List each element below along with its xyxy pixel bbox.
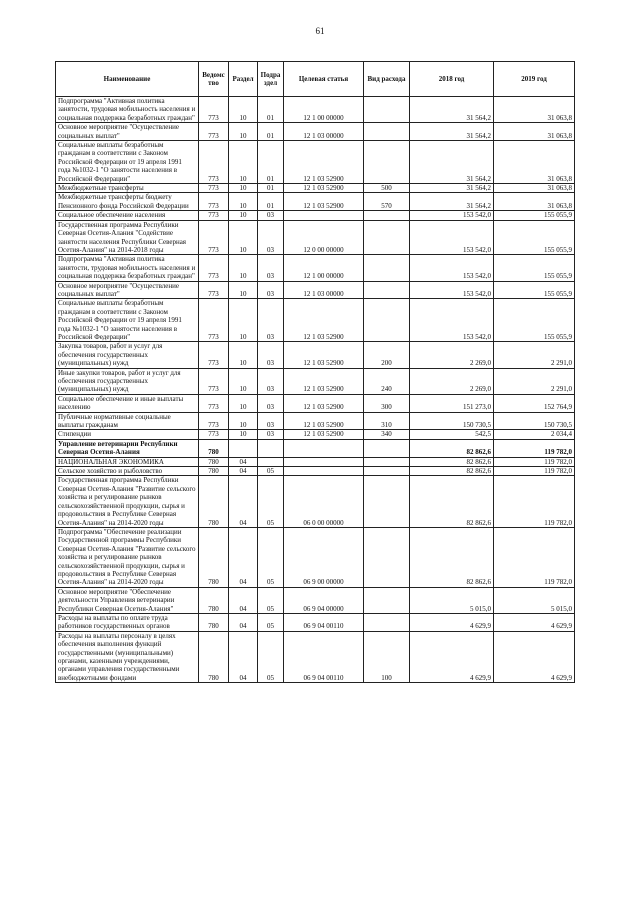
budget-table bbox=[55, 61, 575, 683]
cell-vedomstvo: 773 bbox=[199, 281, 229, 299]
cell-expense-type: 200 bbox=[364, 342, 410, 368]
table-row bbox=[56, 439, 575, 457]
cell-vedomstvo: 780 bbox=[199, 613, 229, 631]
cell-name: Социальные выплаты безработным гражданам в соответствии с Законом Российской Федерации от 19 апреля 1991 года №1032-1 "О занятости населения в Российской Федерации" bbox=[56, 141, 199, 184]
cell-target-article: 12 0 00 00000 bbox=[284, 220, 364, 255]
cell-target-article bbox=[284, 467, 364, 476]
table-row bbox=[56, 527, 575, 587]
cell-podrazdel bbox=[258, 439, 284, 457]
cell-razdel: 04 bbox=[229, 476, 258, 527]
cell-name: Основное мероприятие "Осуществление социальных выплат" bbox=[56, 123, 199, 141]
cell-name: Основное мероприятие "Осуществление социальных выплат" bbox=[56, 281, 199, 299]
cell-vedomstvo: 780 bbox=[199, 527, 229, 587]
cell-podrazdel bbox=[258, 457, 284, 466]
cell-name: Закупка товаров, работ и услуг для обеспечения государственных (муниципальных) нужд bbox=[56, 342, 199, 368]
cell-2018: 82 862,6 bbox=[410, 527, 494, 587]
cell-expense-type bbox=[364, 457, 410, 466]
cell-2018: 31 564,2 bbox=[410, 141, 494, 184]
cell-razdel: 10 bbox=[229, 211, 258, 220]
cell-vedomstvo: 773 bbox=[199, 97, 229, 123]
cell-razdel: 10 bbox=[229, 255, 258, 281]
header-expense-type: Вид расхода bbox=[364, 62, 410, 97]
cell-2019: 31 063,8 bbox=[494, 123, 575, 141]
cell-vedomstvo: 780 bbox=[199, 476, 229, 527]
cell-podrazdel: 03 bbox=[258, 342, 284, 368]
cell-target-article: 12 1 00 00000 bbox=[284, 255, 364, 281]
cell-expense-type bbox=[364, 439, 410, 457]
cell-razdel: 10 bbox=[229, 193, 258, 211]
table-row bbox=[56, 368, 575, 394]
header-razdel: Раздел bbox=[229, 62, 258, 97]
cell-2018: 153 542,0 bbox=[410, 255, 494, 281]
cell-2019: 31 063,8 bbox=[494, 184, 575, 193]
table-row bbox=[56, 141, 575, 184]
cell-name: Подпрограмма "Активная политика занятости, трудовая мобильность населения и социальная поддержка безработных граждан" bbox=[56, 255, 199, 281]
cell-2019: 119 782,0 bbox=[494, 476, 575, 527]
cell-podrazdel: 03 bbox=[258, 412, 284, 430]
cell-podrazdel: 01 bbox=[258, 97, 284, 123]
cell-vedomstvo: 773 bbox=[199, 299, 229, 342]
cell-razdel: 04 bbox=[229, 631, 258, 682]
cell-podrazdel: 05 bbox=[258, 467, 284, 476]
cell-target-article bbox=[284, 211, 364, 220]
cell-razdel: 10 bbox=[229, 184, 258, 193]
cell-expense-type bbox=[364, 255, 410, 281]
cell-2018: 82 862,6 bbox=[410, 476, 494, 527]
table-row bbox=[56, 184, 575, 193]
table-row bbox=[56, 457, 575, 466]
cell-target-article: 12 1 03 00000 bbox=[284, 123, 364, 141]
cell-2018: 542,5 bbox=[410, 430, 494, 439]
cell-vedomstvo: 773 bbox=[199, 394, 229, 412]
cell-target-article: 06 9 04 00110 bbox=[284, 631, 364, 682]
cell-razdel: 04 bbox=[229, 467, 258, 476]
table-row bbox=[56, 342, 575, 368]
cell-target-article: 12 1 03 52900 bbox=[284, 193, 364, 211]
cell-2019: 119 782,0 bbox=[494, 467, 575, 476]
table-row bbox=[56, 123, 575, 141]
cell-2019: 4 629,9 bbox=[494, 613, 575, 631]
cell-target-article: 12 1 03 52900 bbox=[284, 368, 364, 394]
cell-2018: 4 629,9 bbox=[410, 631, 494, 682]
cell-vedomstvo: 773 bbox=[199, 123, 229, 141]
cell-target-article: 06 9 04 00110 bbox=[284, 613, 364, 631]
cell-podrazdel: 03 bbox=[258, 368, 284, 394]
cell-2019: 155 055,9 bbox=[494, 255, 575, 281]
cell-2018: 153 542,0 bbox=[410, 299, 494, 342]
header-podrazdel: Подра здел bbox=[258, 62, 284, 97]
cell-name: Подпрограмма "Обеспечение реализации Государственной программы Республики Северная Осетия-Алания "Развитие сельского хозяйства и регулирование рынков сельскохозяйственной продукции, сырья и продовольствия в Республике Северная Осетия-Алания" на 2014-2020 годы bbox=[56, 527, 199, 587]
table-row bbox=[56, 281, 575, 299]
cell-expense-type: 100 bbox=[364, 631, 410, 682]
table-row bbox=[56, 299, 575, 342]
cell-expense-type bbox=[364, 220, 410, 255]
cell-name: Стипендии bbox=[56, 430, 199, 439]
cell-expense-type bbox=[364, 211, 410, 220]
cell-name: Социальное обеспечение населения bbox=[56, 211, 199, 220]
cell-expense-type: 500 bbox=[364, 184, 410, 193]
cell-podrazdel: 03 bbox=[258, 299, 284, 342]
table-row bbox=[56, 587, 575, 613]
cell-podrazdel: 03 bbox=[258, 394, 284, 412]
cell-2019: 152 764,9 bbox=[494, 394, 575, 412]
cell-2019: 2 034,4 bbox=[494, 430, 575, 439]
cell-vedomstvo: 780 bbox=[199, 587, 229, 613]
cell-vedomstvo: 780 bbox=[199, 467, 229, 476]
cell-target-article bbox=[284, 457, 364, 466]
table-row bbox=[56, 255, 575, 281]
cell-name: Подпрограмма "Активная политика занятости, трудовая мобильность населения и социальная поддержка безработных граждан" bbox=[56, 97, 199, 123]
cell-expense-type bbox=[364, 527, 410, 587]
cell-2018: 82 862,6 bbox=[410, 439, 494, 457]
cell-podrazdel: 03 bbox=[258, 281, 284, 299]
cell-name: Межбюджетные трансферты бюджету Пенсионного фонда Российской Федерации bbox=[56, 193, 199, 211]
cell-name: Публичные нормативные социальные выплаты гражданам bbox=[56, 412, 199, 430]
table-row bbox=[56, 430, 575, 439]
cell-name: Основное мероприятие "Обеспечение деятельности Управления ветеринарии Республики Северная Осетия-Алания" bbox=[56, 587, 199, 613]
header-year-2019: 2019 год bbox=[494, 62, 575, 97]
cell-2018: 150 730,5 bbox=[410, 412, 494, 430]
cell-podrazdel: 01 bbox=[258, 141, 284, 184]
cell-2019: 119 782,0 bbox=[494, 439, 575, 457]
cell-target-article: 06 9 00 00000 bbox=[284, 527, 364, 587]
cell-razdel: 04 bbox=[229, 527, 258, 587]
cell-podrazdel: 05 bbox=[258, 631, 284, 682]
cell-razdel: 10 bbox=[229, 342, 258, 368]
cell-razdel: 10 bbox=[229, 123, 258, 141]
cell-2018: 31 564,2 bbox=[410, 193, 494, 211]
cell-vedomstvo: 780 bbox=[199, 457, 229, 466]
cell-vedomstvo: 773 bbox=[199, 412, 229, 430]
cell-2018: 5 015,0 bbox=[410, 587, 494, 613]
cell-name: Расходы на выплаты персоналу в целях обеспечения выполнения функций государственными (муниципальными) органами, казенными учреждениями, органами управления государственными внебюджетными фондами bbox=[56, 631, 199, 682]
cell-2018: 153 542,0 bbox=[410, 220, 494, 255]
cell-razdel: 10 bbox=[229, 141, 258, 184]
cell-2019: 31 063,8 bbox=[494, 193, 575, 211]
cell-vedomstvo: 773 bbox=[199, 342, 229, 368]
cell-vedomstvo: 773 bbox=[199, 255, 229, 281]
cell-target-article bbox=[284, 439, 364, 457]
cell-podrazdel: 05 bbox=[258, 527, 284, 587]
table-row bbox=[56, 211, 575, 220]
cell-podrazdel: 05 bbox=[258, 613, 284, 631]
table-row bbox=[56, 97, 575, 123]
cell-2018: 4 629,9 bbox=[410, 613, 494, 631]
cell-2018: 31 564,2 bbox=[410, 97, 494, 123]
table-row bbox=[56, 613, 575, 631]
cell-podrazdel: 03 bbox=[258, 220, 284, 255]
cell-target-article: 06 0 00 00000 bbox=[284, 476, 364, 527]
cell-target-article: 12 1 03 52900 bbox=[284, 184, 364, 193]
table-header-row bbox=[56, 62, 575, 97]
cell-name: Сельское хозяйство и рыболовство bbox=[56, 467, 199, 476]
cell-2019: 2 291,0 bbox=[494, 342, 575, 368]
cell-expense-type bbox=[364, 299, 410, 342]
cell-2018: 31 564,2 bbox=[410, 123, 494, 141]
cell-razdel: 10 bbox=[229, 430, 258, 439]
header-vedomstvo: Ведомс тво bbox=[199, 62, 229, 97]
cell-expense-type bbox=[364, 141, 410, 184]
cell-target-article: 12 1 03 52900 bbox=[284, 394, 364, 412]
table-row bbox=[56, 394, 575, 412]
table-row bbox=[56, 193, 575, 211]
cell-razdel: 04 bbox=[229, 457, 258, 466]
cell-2018: 153 542,0 bbox=[410, 211, 494, 220]
cell-name: Государственная программа Республики Северная Осетия-Алания "Развитие сельского хозяйства и регулирование рынков сельскохозяйственной продукции, сырья и продовольствия в Республике Северная Осетия-Алания" на 2014-2020 годы bbox=[56, 476, 199, 527]
cell-expense-type bbox=[364, 613, 410, 631]
cell-podrazdel: 03 bbox=[258, 211, 284, 220]
header-target-article: Целевая статья bbox=[284, 62, 364, 97]
cell-vedomstvo: 773 bbox=[199, 184, 229, 193]
cell-2018: 153 542,0 bbox=[410, 281, 494, 299]
page-number: 61 bbox=[315, 26, 325, 36]
cell-2019: 4 629,9 bbox=[494, 631, 575, 682]
cell-target-article: 12 1 00 00000 bbox=[284, 97, 364, 123]
cell-podrazdel: 05 bbox=[258, 476, 284, 527]
cell-2018: 31 564,2 bbox=[410, 184, 494, 193]
cell-name: Управление ветеринарии Республики Северная Осетия-Алания bbox=[56, 439, 199, 457]
table-body bbox=[56, 97, 575, 683]
cell-razdel: 10 bbox=[229, 368, 258, 394]
table-row bbox=[56, 476, 575, 527]
cell-podrazdel: 01 bbox=[258, 184, 284, 193]
cell-2019: 31 063,8 bbox=[494, 141, 575, 184]
cell-expense-type bbox=[364, 97, 410, 123]
cell-2019: 2 291,0 bbox=[494, 368, 575, 394]
cell-expense-type: 310 bbox=[364, 412, 410, 430]
cell-razdel: 04 bbox=[229, 613, 258, 631]
cell-target-article: 06 9 04 00000 bbox=[284, 587, 364, 613]
cell-vedomstvo: 780 bbox=[199, 631, 229, 682]
cell-target-article: 12 1 03 52900 bbox=[284, 430, 364, 439]
cell-2019: 150 730,5 bbox=[494, 412, 575, 430]
cell-vedomstvo: 780 bbox=[199, 439, 229, 457]
cell-podrazdel: 01 bbox=[258, 123, 284, 141]
cell-2019: 119 782,0 bbox=[494, 527, 575, 587]
cell-2018: 82 862,6 bbox=[410, 457, 494, 466]
cell-expense-type bbox=[364, 476, 410, 527]
cell-vedomstvo: 773 bbox=[199, 193, 229, 211]
cell-target-article: 12 1 03 52900 bbox=[284, 299, 364, 342]
header-year-2018: 2018 год bbox=[410, 62, 494, 97]
cell-2018: 2 269,0 bbox=[410, 342, 494, 368]
cell-name: Иные закупки товаров, работ и услуг для обеспечения государственных (муниципальных) нужд bbox=[56, 368, 199, 394]
cell-2018: 82 862,6 bbox=[410, 467, 494, 476]
cell-vedomstvo: 773 bbox=[199, 430, 229, 439]
cell-name: НАЦИОНАЛЬНАЯ ЭКОНОМИКА bbox=[56, 457, 199, 466]
cell-2019: 119 782,0 bbox=[494, 457, 575, 466]
cell-podrazdel: 03 bbox=[258, 430, 284, 439]
table-row bbox=[56, 631, 575, 682]
cell-razdel: 10 bbox=[229, 394, 258, 412]
cell-expense-type bbox=[364, 587, 410, 613]
cell-expense-type bbox=[364, 281, 410, 299]
cell-razdel bbox=[229, 439, 258, 457]
cell-razdel: 10 bbox=[229, 220, 258, 255]
header-name: Наименование bbox=[56, 62, 199, 97]
cell-expense-type: 300 bbox=[364, 394, 410, 412]
cell-vedomstvo: 773 bbox=[199, 211, 229, 220]
cell-2019: 5 015,0 bbox=[494, 587, 575, 613]
cell-2018: 151 273,0 bbox=[410, 394, 494, 412]
cell-target-article: 12 1 03 52900 bbox=[284, 412, 364, 430]
cell-target-article: 12 1 03 00000 bbox=[284, 281, 364, 299]
cell-podrazdel: 01 bbox=[258, 193, 284, 211]
cell-podrazdel: 05 bbox=[258, 587, 284, 613]
cell-expense-type: 340 bbox=[364, 430, 410, 439]
cell-name: Межбюджетные трансферты bbox=[56, 184, 199, 193]
cell-razdel: 10 bbox=[229, 412, 258, 430]
table-row bbox=[56, 467, 575, 476]
cell-razdel: 04 bbox=[229, 587, 258, 613]
cell-razdel: 10 bbox=[229, 281, 258, 299]
cell-name: Социальное обеспечение и иные выплаты населению bbox=[56, 394, 199, 412]
cell-razdel: 10 bbox=[229, 97, 258, 123]
cell-razdel: 10 bbox=[229, 299, 258, 342]
cell-target-article: 12 1 03 52900 bbox=[284, 141, 364, 184]
cell-name: Расходы на выплаты по оплате труда работников государственных органов bbox=[56, 613, 199, 631]
cell-expense-type: 240 bbox=[364, 368, 410, 394]
table-row bbox=[56, 220, 575, 255]
cell-podrazdel: 03 bbox=[258, 255, 284, 281]
cell-2018: 2 269,0 bbox=[410, 368, 494, 394]
cell-2019: 155 055,9 bbox=[494, 299, 575, 342]
cell-expense-type: 570 bbox=[364, 193, 410, 211]
cell-expense-type bbox=[364, 123, 410, 141]
cell-vedomstvo: 773 bbox=[199, 141, 229, 184]
cell-vedomstvo: 773 bbox=[199, 220, 229, 255]
cell-2019: 155 055,9 bbox=[494, 220, 575, 255]
cell-name: Социальные выплаты безработным гражданам в соответствии с Законом Российской Федерации от 19 апреля 1991 года №1032-1 "О занятости населения в Российской Федерации" bbox=[56, 299, 199, 342]
cell-2019: 155 055,9 bbox=[494, 281, 575, 299]
cell-2019: 31 063,8 bbox=[494, 97, 575, 123]
cell-name: Государственная программа Республики Северная Осетия-Алания "Содействие занятости населения Республики Северная Осетия-Алания" на 2014-2018 годы bbox=[56, 220, 199, 255]
cell-target-article: 12 1 03 52900 bbox=[284, 342, 364, 368]
table-row bbox=[56, 412, 575, 430]
cell-vedomstvo: 773 bbox=[199, 368, 229, 394]
cell-2019: 155 055,9 bbox=[494, 211, 575, 220]
cell-expense-type bbox=[364, 467, 410, 476]
